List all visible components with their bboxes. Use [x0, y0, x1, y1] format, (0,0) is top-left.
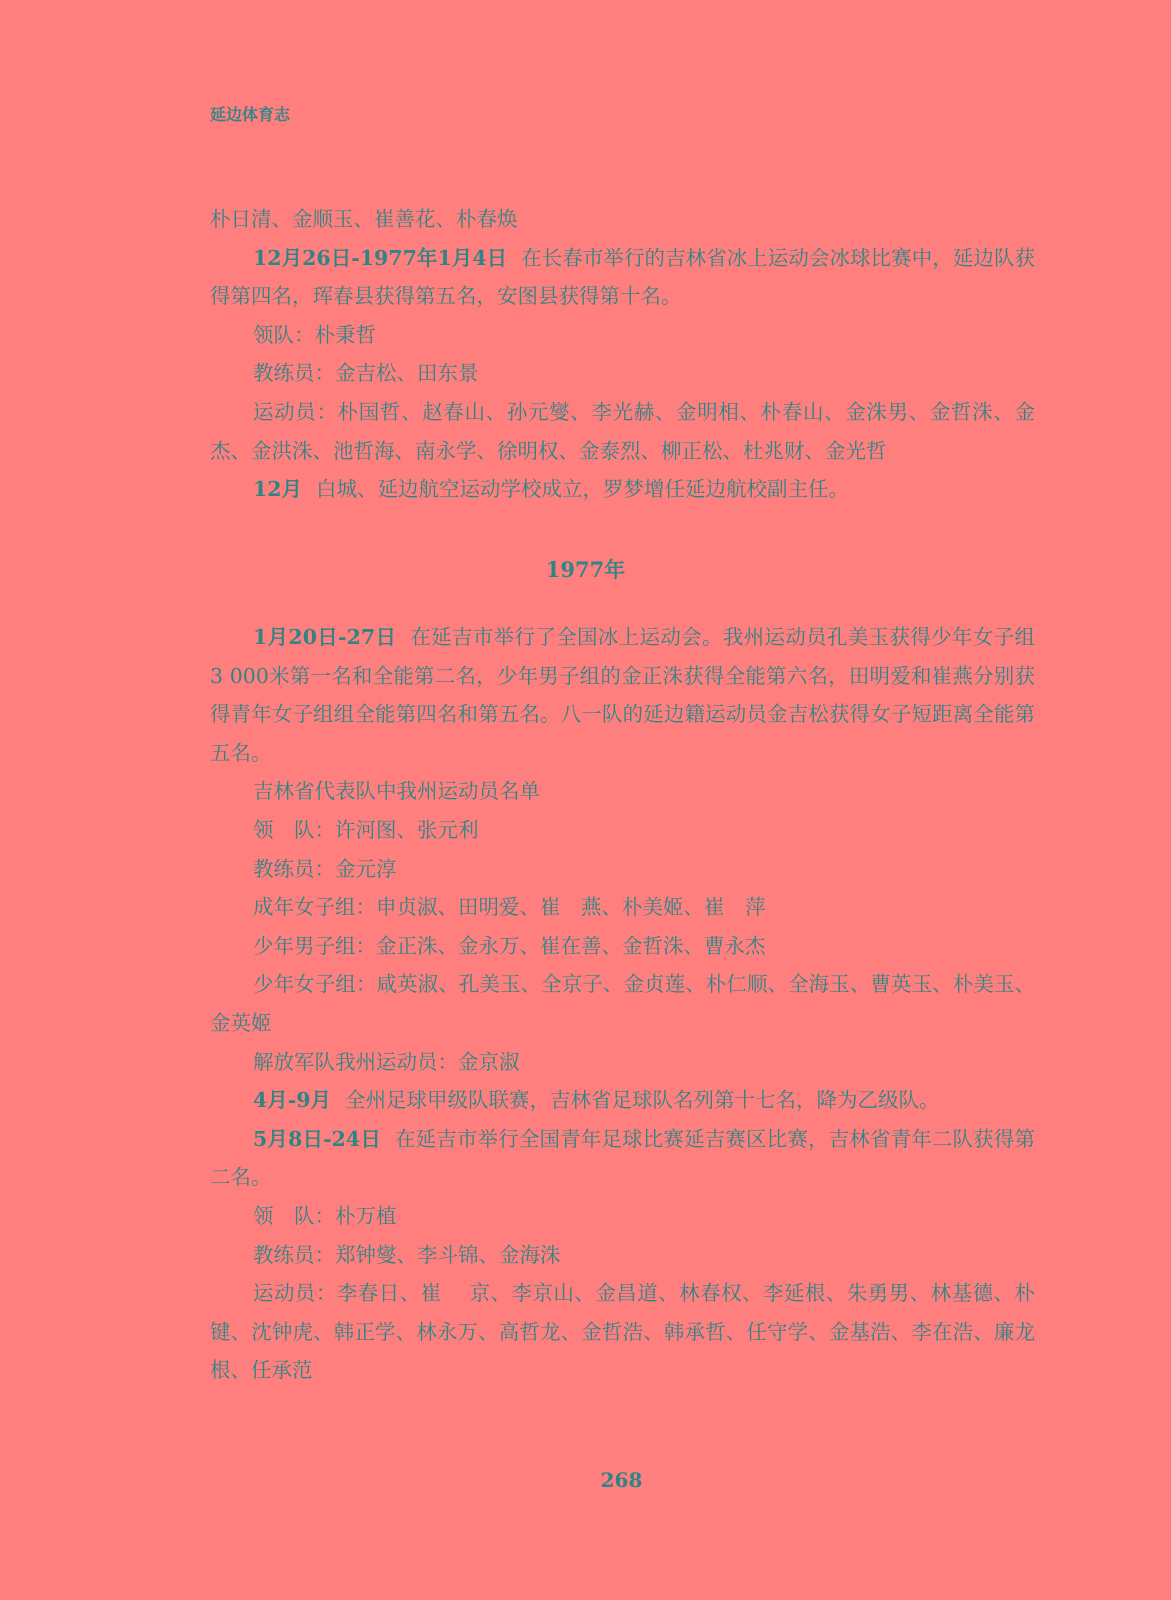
entry-text: 在延吉市举行全国青年足球比赛延吉赛区比赛，吉林省青年二队获得第二名。: [210, 1126, 1035, 1190]
entry-text: 在长春市举行的吉林省冰上运动会冰球比赛中，延边队获得第四名，珲春县获得第五名，安图县获得第十名。: [210, 245, 1036, 309]
entry-date: 12月: [253, 477, 303, 502]
body-section-1977: [210, 618, 1063, 1390]
entry-date: 12月26日-1977年1月4日: [253, 245, 508, 270]
entry-text: 白城、延边航空运动学校成立，罗梦增任延边航校副主任。: [316, 477, 850, 502]
entry-paragraph: [210, 239, 1035, 316]
entry-date: 4月-9月: [253, 1088, 332, 1113]
paragraph: 解放军队我州运动员：金京淑: [253, 1049, 520, 1074]
entry-text: 全州足球甲级队联赛，吉林省足球队名列第十七名，降为乙级队。: [345, 1088, 940, 1113]
entry-text: 在延吉市举行了全国冰上运动会。我州运动员孔美玉获得少年女子组3 000米第一名和全能第二名，少年男子组的金正洙获得全能第六名，田明爱和崔燕分别获得青年女子组组全能第四名和第五名。八一队的延边籍运动员金吉松获得女子短距离全能第五名。: [210, 625, 1036, 765]
year-heading: 1977年: [545, 557, 626, 582]
paragraph: 教练员：郑钟燮、李斗锦、金海洙: [253, 1242, 561, 1267]
entry-date: 1月20日-27日: [253, 625, 397, 649]
page-number: 268: [600, 1468, 643, 1492]
entry-paragraph: [210, 1120, 1035, 1197]
entry-paragraph: [210, 1081, 1035, 1120]
paragraph: 朴日清、金顺玉、崔善花、朴春焕: [210, 207, 518, 231]
paragraph: 少年女子组：咸英淑、孔美玉、全京子、金贞莲、朴仁顺、全海玉、曹英玉、朴美玉、金英姬: [210, 972, 1035, 1035]
paragraph: 教练员：金吉松、田东景: [253, 361, 479, 386]
paragraph: 运动员：朴国哲、赵春山、孙元燮、李光赫、金明相、朴春山、金洙男、金哲洙、金 杰、金洪洙、池哲海、南永学、徐明权、金泰烈、柳正松、杜兆财、金光哲: [210, 399, 1056, 463]
running-head: 延边体育志: [210, 105, 291, 124]
body-section-1976: [210, 200, 1056, 509]
paragraph: 教练员：金元淳: [253, 856, 397, 881]
paragraph: 领队：朴秉哲: [253, 322, 376, 347]
paragraph: 吉林省代表队中我州运动员名单: [253, 779, 540, 804]
entry-paragraph: [210, 618, 1035, 772]
paragraph: 领 队：朴万植: [253, 1203, 397, 1228]
paragraph: 成年女子组：申贞淑、田明爱、崔 燕、朴美姬、崔 萍: [253, 895, 766, 920]
paragraph: 领 队：许河图、张元利: [253, 817, 479, 842]
entry-paragraph: [210, 470, 1035, 509]
paragraph: 少年男子组：金正洙、金永万、崔在善、金哲洙、曹永杰: [253, 933, 766, 958]
paragraph: 运动员：李春日、崔 京、李京山、金昌道、林春权、李延根、朱勇男、林基德、朴 键、沈钟虎、韩正学、林永万、高哲龙、金哲浩、韩承哲、任守学、金基浩、李在浩、廉龙根、任承范: [210, 1281, 1063, 1383]
entry-date: 5月8日-24日: [253, 1126, 381, 1151]
